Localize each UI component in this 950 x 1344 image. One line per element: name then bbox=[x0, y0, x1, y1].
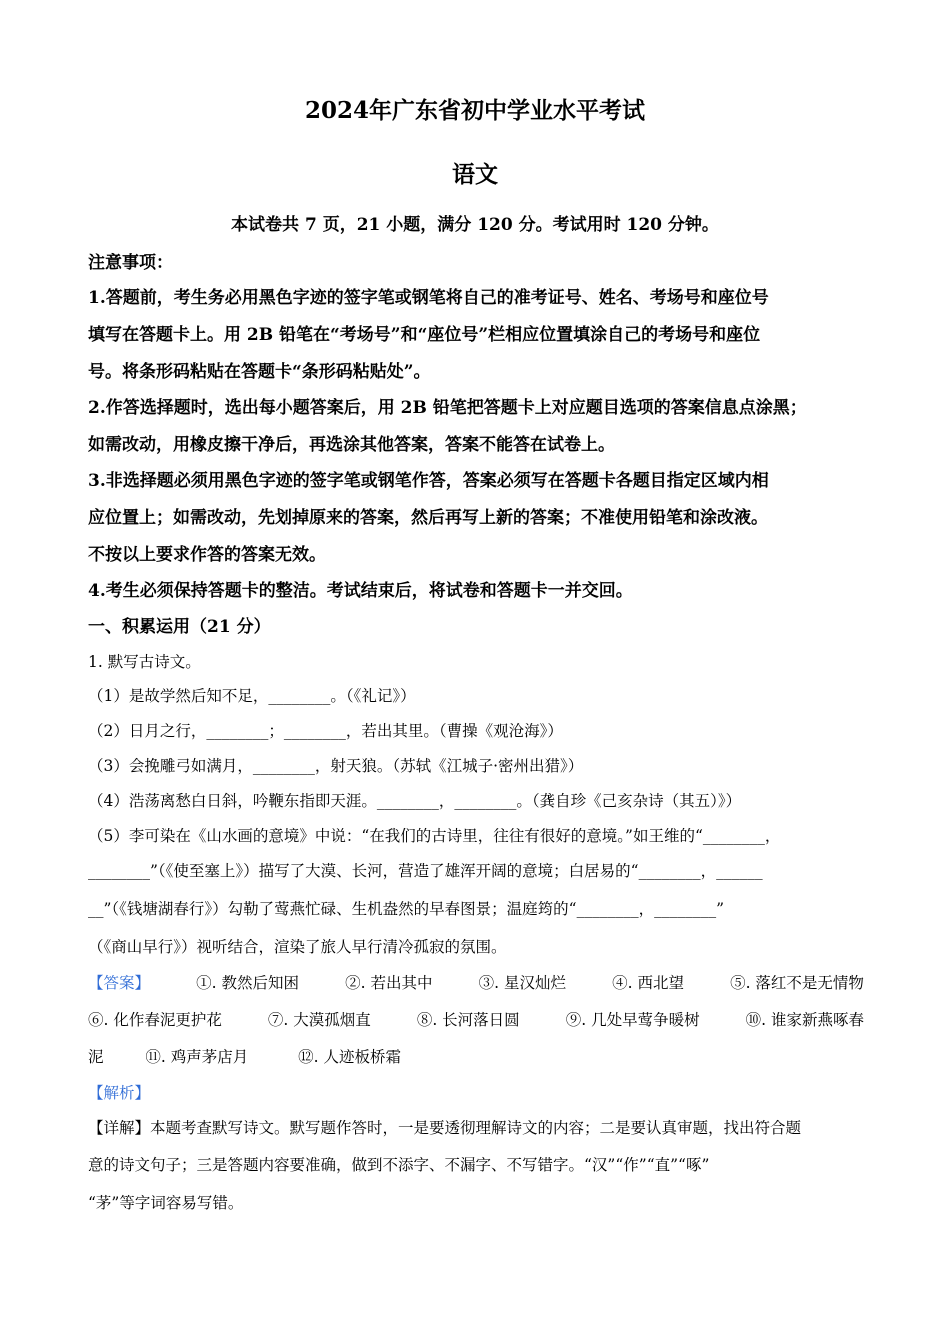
question-item: （5）李可染在《山水画的意境》中说：“在我们的古诗里，往往有很好的意境。”如王维的“________， bbox=[88, 827, 781, 845]
answer-item: ⑩. 谁家新燕啄春 bbox=[745, 1011, 864, 1029]
notice-line: 4.考生必须保持答题卡的整洁。考试结束后，将试卷和答题卡一并交回。 bbox=[88, 581, 633, 601]
answer-row bbox=[88, 1045, 401, 1067]
notice-line: 填写在答题卡上。用 2B 铅笔在“考场号”和“座位号”栏相应位置填涂自己的考场号和座位 bbox=[88, 325, 761, 345]
answer-item: ⑨. 几处早莺争暖树 bbox=[565, 1011, 700, 1029]
analysis-line bbox=[88, 1116, 801, 1138]
answer-item: ②. 若出其中 bbox=[345, 974, 433, 992]
notice-line: 1.答题前，考生务必用黑色字迹的签字笔或钢笔将自己的准考证号、姓名、考场号和座位号 bbox=[88, 288, 769, 308]
question-item: （3）会挽雕弓如满月，________，射天狼。（苏轼《江城子·密州出猎》） bbox=[88, 757, 584, 775]
answer-row bbox=[88, 971, 864, 993]
question-item: __”（《钱塘湖春行》）勾勒了莺燕忙碌、生机盎然的早春图景；温庭筠的“________，________” bbox=[88, 900, 725, 918]
analysis-label: 【解析】 bbox=[88, 1084, 151, 1102]
notice-line: 不按以上要求作答的答案无效。 bbox=[88, 545, 326, 565]
answer-item: ⑦. 大漠孤烟直 bbox=[267, 1011, 371, 1029]
answer-item: ⑫. 人迹板桥霜 bbox=[298, 1048, 401, 1066]
analysis-line: “茅”等字词容易写错。 bbox=[88, 1194, 244, 1212]
question-item: （1）是故学然后知不足，________。（《礼记》） bbox=[88, 687, 416, 705]
detail-label: 【详解】 bbox=[88, 1119, 151, 1137]
question-item: ________”（《使至塞上》）描写了大漠、长河，营造了雄浑开阔的意境；白居易的“________，______ bbox=[88, 862, 763, 880]
answer-item: 泥 bbox=[88, 1048, 104, 1066]
answer-item: ⑧. 长河落日圆 bbox=[416, 1011, 520, 1029]
answer-item: ③. 星汉灿烂 bbox=[478, 974, 566, 992]
answer-item: ④. 西北望 bbox=[612, 974, 684, 992]
analysis-line: 意的诗文句子；三是答题内容要准确，做到不添字、不漏字、不写错字。“汉”“作”“直”“啄” bbox=[88, 1156, 710, 1174]
exam-title: 2024年广东省初中学业水平考试 bbox=[304, 97, 645, 124]
question-item: （2）日月之行，________；________，若出其里。（曹操《观沧海》） bbox=[88, 722, 563, 740]
answer-item: ⑪. 鸡声茅店月 bbox=[145, 1048, 249, 1066]
notice-line: 2.作答选择题时，选出每小题答案后，用 2B 铅笔把答题卡上对应题目选项的答案信息点涂黑； bbox=[88, 398, 807, 418]
answer-row bbox=[88, 1008, 864, 1030]
analysis-text: 本题考查默写诗文。默写题作答时，一是要透彻理解诗文的内容；二是要认真审题，找出符合题 bbox=[150, 1119, 802, 1137]
question-title: 1. 默写古诗文。 bbox=[88, 653, 201, 671]
notice-line: 如需改动，用橡皮擦干净后，再选涂其他答案，答案不能答在试卷上。 bbox=[88, 435, 615, 455]
exam-summary: 本试卷共 7 页，21 小题，满分 120 分。考试用时 120 分钟。 bbox=[231, 215, 719, 235]
notice-heading: 注意事项： bbox=[88, 253, 173, 273]
answer-label: 【答案】 bbox=[88, 974, 151, 992]
answer-item: ⑥. 化作春泥更护花 bbox=[88, 1011, 222, 1029]
answer-item: ⑤. 落红不是无情物 bbox=[730, 974, 864, 992]
notice-line: 3.非选择题必须用黑色字迹的签字笔或钢笔作答，答案必须写在答题卡各题目指定区域内相 bbox=[88, 471, 769, 491]
notice-line: 应位置上；如需改动，先划掉原来的答案，然后再写上新的答案；不准使用铅笔和涂改液。 bbox=[88, 508, 768, 528]
notice-line: 号。将条形码粘贴在答题卡“条形码粘贴处”。 bbox=[88, 362, 431, 382]
subject-title: 语文 bbox=[452, 161, 498, 188]
section-heading: 一、积累运用（21 分） bbox=[88, 617, 271, 637]
answer-item: ①. 教然后知困 bbox=[196, 974, 299, 992]
question-item: （《商山早行》）视听结合，渲染了旅人早行清冷孤寂的氛围。 bbox=[88, 938, 507, 956]
question-item: （4）浩荡离愁白日斜，吟鞭东指即天涯。________，________。（龚自珍《己亥杂诗（其五）》） bbox=[88, 792, 742, 810]
